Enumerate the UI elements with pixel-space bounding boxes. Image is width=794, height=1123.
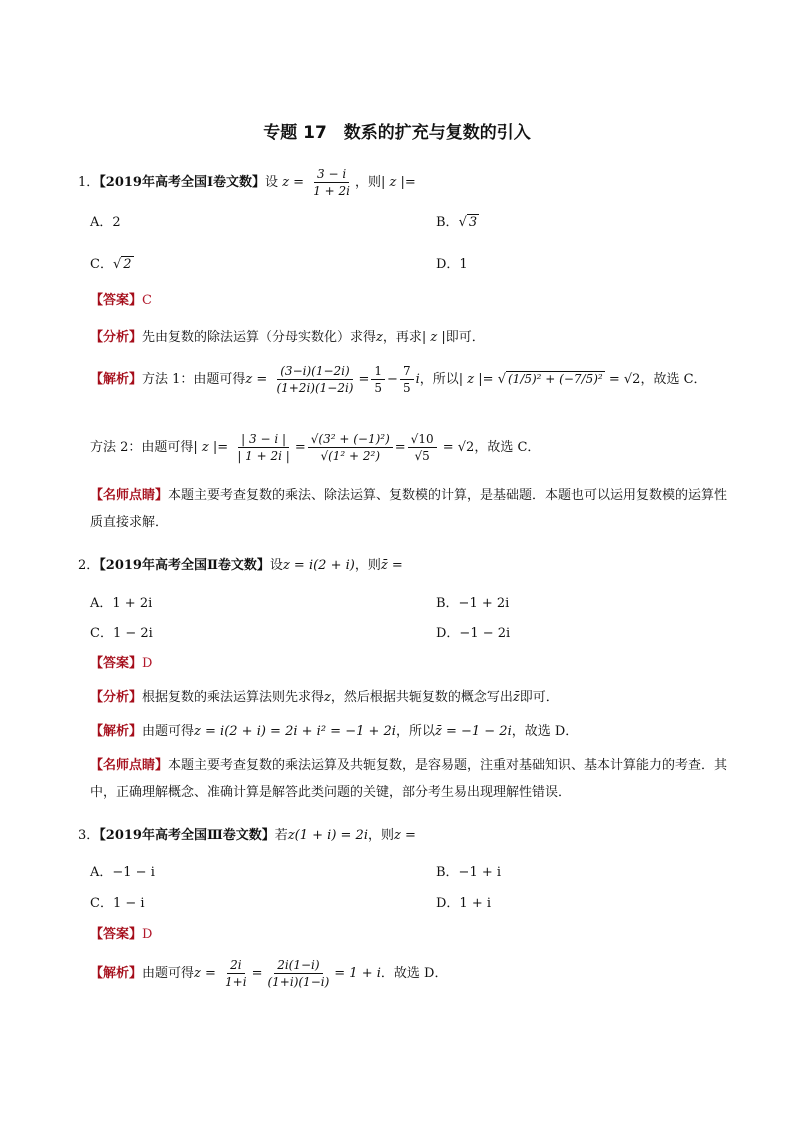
analysis-text: 先由复数的除法运算（分母实数化）求得 <box>142 330 377 345</box>
solution-text: 由题可得 <box>142 724 195 739</box>
question-number: 1． <box>78 175 100 190</box>
sqrt-icon: √ <box>112 257 122 272</box>
page-title: 专题 17 数系的扩充与复数的引入 <box>263 123 531 143</box>
question-number: 2． <box>78 558 100 573</box>
math-var: z <box>324 690 331 705</box>
stem-text: ，则 <box>354 558 381 573</box>
solution-end: ，故选 D． <box>511 724 579 739</box>
fraction <box>308 432 393 463</box>
radicand: (1/5)² + (−7/5)² <box>508 372 603 386</box>
analysis-text: ，再求 <box>382 330 422 345</box>
solution-end: ，故选 C． <box>474 440 541 455</box>
option-b[interactable]: B．−1 + i <box>436 865 502 880</box>
solution-method-1 <box>90 364 707 395</box>
math-lhs: z = <box>194 966 216 981</box>
solution-tag: 【解析】 <box>90 372 143 387</box>
option-d[interactable]: D．1 + i <box>436 896 492 911</box>
question-source: 【2019年高考全国Ⅱ卷文数】 <box>99 558 270 573</box>
solution-line <box>90 720 578 739</box>
answer-tag: 【答案】 <box>90 293 143 308</box>
solution-text: 方法 2：由题可得 <box>90 440 194 455</box>
math-expr: z = i(2 + i) <box>282 558 355 573</box>
numerator: 2i <box>227 958 244 974</box>
fraction <box>222 958 250 989</box>
analysis-text: 即可． <box>519 690 559 705</box>
option-value: 2 <box>123 257 132 272</box>
fraction <box>264 958 332 989</box>
stem-text: ，则 <box>355 175 382 190</box>
question-source: 【2019年高考全国Ⅰ卷文数】 <box>99 175 266 190</box>
numerator: | 3 − i | <box>238 432 289 448</box>
math-lhs: z = <box>394 828 416 843</box>
analysis-tag: 【分析】 <box>90 690 143 705</box>
result: = √2 <box>442 440 475 455</box>
solution-tag: 【解析】 <box>90 966 143 981</box>
answer-value: D <box>142 656 153 671</box>
sqrt-icon: √ <box>458 215 467 230</box>
denominator: (1+2i)(1−2i) <box>276 381 354 395</box>
math-lhs: z = <box>282 175 305 190</box>
option-a[interactable]: A．2 <box>90 215 121 230</box>
tip-tag: 【名师点睛】 <box>90 758 169 773</box>
stem-text: ，则 <box>367 828 394 843</box>
option-b[interactable]: B．−1 + 2i <box>436 596 510 611</box>
analysis-text: 即可． <box>445 330 485 345</box>
answer-tag: 【答案】 <box>90 656 143 671</box>
numerator: (3−i)(1−2i) <box>277 364 352 380</box>
tip-paragraph <box>90 482 730 536</box>
math-expr: z(1 + i) = 2i <box>287 828 368 843</box>
denominator: √(1² + 2²) <box>320 449 381 463</box>
solution-text: 方法 1：由题可得 <box>142 372 246 387</box>
numerator: √(3² + (−1)²) <box>308 432 393 448</box>
option-label: B． <box>436 215 459 230</box>
option-c[interactable]: C．1 − i <box>90 896 145 911</box>
math-abs: | z |= <box>458 372 494 387</box>
solution-text: ，所以 <box>395 724 435 739</box>
numerator: 1 <box>371 364 385 380</box>
denominator: 1+i <box>225 975 247 989</box>
analysis-line <box>90 686 559 705</box>
solution-text: ，所以 <box>419 372 459 387</box>
denominator: 5 <box>402 381 411 395</box>
numerator: 7 <box>400 364 414 380</box>
result: = 1 + i <box>334 966 381 981</box>
numerator: 3 − i <box>314 167 349 183</box>
analysis-text: ，然后根据共轭复数的概念写出 <box>330 690 513 705</box>
tip-text: 本题主要考查复数的乘法运算及共轭复数，是容易题，注重对基础知识、基本计算能力的考查．其中，正确理解概念、准确计算是解答此类问题的关键，部分考生易出现理解性错误． <box>90 758 728 800</box>
answer-value: D <box>142 927 153 942</box>
option-d[interactable]: D．−1 − 2i <box>436 626 511 641</box>
option-a[interactable]: A．1 + 2i <box>90 596 153 611</box>
equals: = <box>358 372 370 387</box>
answer-line <box>90 652 152 671</box>
option-c[interactable]: C．1 − 2i <box>90 626 153 641</box>
stem-text: 设 <box>269 558 283 573</box>
solution-text: 由题可得 <box>142 966 195 981</box>
math-abs: | z |= <box>193 440 229 455</box>
stem-text: 设 <box>265 175 279 190</box>
denominator: | 1 + 2i | <box>237 449 290 463</box>
solution-end: ．故选 D． <box>380 966 448 981</box>
math-conj: z̄ = −1 − 2i <box>434 724 512 739</box>
tip-text: 本题主要考查复数的乘法、除法运算、复数模的计算，是基础题．本题也可以运用复数模的运算性质直接求解． <box>90 488 728 530</box>
stem-text: 若 <box>274 828 288 843</box>
fraction <box>371 364 385 395</box>
denominator: 5 <box>374 381 383 395</box>
math-abs: | z | <box>421 330 446 345</box>
analysis-tag: 【分析】 <box>90 330 143 345</box>
answer-line <box>90 923 152 942</box>
question-1-stem <box>78 167 416 198</box>
fraction <box>310 167 353 198</box>
fraction <box>400 364 414 395</box>
math-var: z <box>376 330 383 345</box>
solution-tag: 【解析】 <box>90 724 143 739</box>
math-abs: | z |= <box>381 175 416 190</box>
math-conj: z̄ = <box>380 558 403 573</box>
analysis-text: 根据复数的乘法运算法则先求得 <box>142 690 325 705</box>
result: = √2 <box>608 372 641 387</box>
imag-unit: i <box>415 372 420 387</box>
denominator: 1 + 2i <box>313 184 351 198</box>
tip-paragraph <box>90 752 730 806</box>
solution-end: ，故选 C． <box>640 372 707 387</box>
numerator: 2i(1−i) <box>274 958 322 974</box>
question-3-stem <box>78 824 416 843</box>
question-number: 3． <box>78 828 100 843</box>
solution-method-2: 方法 2：由题可得| z |= $\frac{| 3 - i |}{| 1 + 2i |}$ = $\frac{\text{√(3² + (−1)²)}}{\text{√(1² + 2²)}}$ = $\frac{√10}{√5}$ = √2，故选 C． <box>90 432 541 463</box>
option-d[interactable]: D．1 <box>436 257 468 272</box>
option-value: 3 <box>468 215 478 230</box>
fraction <box>234 432 293 463</box>
minus: − <box>387 372 398 387</box>
denominator: √5 <box>414 449 430 463</box>
sqrt-icon: √ <box>497 372 506 387</box>
math-expr: z = i(2 + i) = 2i + i² = −1 + 2i <box>194 724 396 739</box>
answer-line <box>90 289 152 308</box>
tip-tag: 【名师点睛】 <box>90 488 169 503</box>
option-label: C． <box>90 257 113 272</box>
solution-line: 【解析】由题可得z = $\frac{2i}{1+i}$ = $\frac{2i(1-i)}{(1+i)(1-i)}$ = 1 + i．故选 D． <box>90 958 448 989</box>
fraction <box>408 432 437 463</box>
option-a[interactable]: A．−1 − i <box>90 865 155 880</box>
question-source: 【2019年高考全国Ⅲ卷文数】 <box>99 828 275 843</box>
analysis-line <box>90 326 485 345</box>
answer-tag: 【答案】 <box>90 927 143 942</box>
fraction <box>273 364 356 395</box>
math-lhs: z = <box>245 372 268 387</box>
answer-value: C <box>142 293 152 308</box>
option-c[interactable] <box>90 253 134 272</box>
question-2-stem <box>78 554 403 573</box>
math-conj: z̄ <box>512 690 520 705</box>
option-b[interactable] <box>436 211 479 230</box>
denominator: (1+i)(1−i) <box>267 975 330 989</box>
numerator: √10 <box>408 432 437 448</box>
